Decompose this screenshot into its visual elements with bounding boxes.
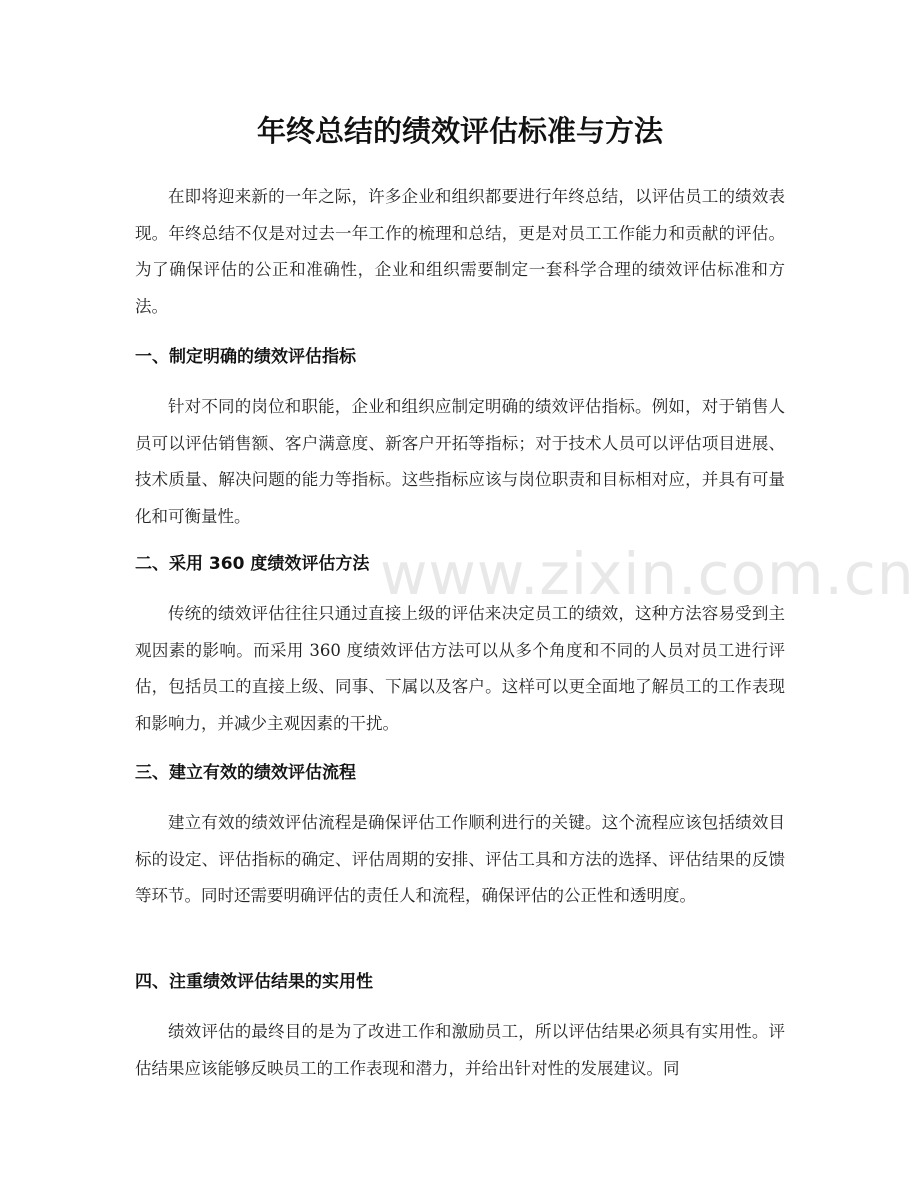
section-heading-4: 四、注重绩效评估结果的实用性: [135, 972, 373, 992]
section-heading-2: 二、采用 360 度绩效评估方法: [135, 554, 370, 574]
section-body-2: 传统的绩效评估往往只通过直接上级的评估来决定员工的绩效，这种方法容易受到主观因素的影响。而采用 360 度绩效评估方法可以从多个角度和不同的人员对员工进行评估，包括员工的直接上级、同事、下属以及客户。这样可以更全面地了解员工的工作表现和影响力，并减少主观因素的干扰。: [135, 604, 785, 733]
section-body-4: 绩效评估的最终目的是为了改进工作和激励员工，所以评估结果必须具有实用性。评估结果应该能够反映员工的工作表现和潜力，并给出针对性的发展建议。同: [135, 1022, 785, 1078]
section-body-1: 针对不同的岗位和职能，企业和组织应制定明确的绩效评估指标。例如，对于销售人员可以评估销售额、客户满意度、新客户开拓等指标；对于技术人员可以评估项目进展、技术质量、解决问题的能力等指标。这些指标应该与岗位职责和目标相对应，并具有可量化和可衡量性。: [135, 397, 785, 526]
section-heading-1: 一、制定明确的绩效评估指标: [135, 347, 356, 367]
watermark-text: www.zixin.com.cn: [380, 540, 915, 608]
section-body-3: 建立有效的绩效评估流程是确保评估工作顺利进行的关键。这个流程应该包括绩效目标的设定、评估指标的确定、评估周期的安排、评估工具和方法的选择、评估结果的反馈等环节。同时还需要明确评估的责任人和流程，确保评估的公正性和透明度。: [135, 813, 785, 905]
section-heading-3: 三、建立有效的绩效评估流程: [135, 763, 356, 783]
intro-paragraph: 在即将迎来新的一年之际，许多企业和组织都要进行年终总结，以评估员工的绩效表现。年终总结不仅是对过去一年工作的梳理和总结，更是对员工工作能力和贡献的评估。为了确保评估的公正和准确性，企业和组织需要制定一套科学合理的绩效评估标准和方法。: [135, 187, 785, 316]
page-title: 年终总结的绩效评估标准与方法: [256, 114, 663, 148]
